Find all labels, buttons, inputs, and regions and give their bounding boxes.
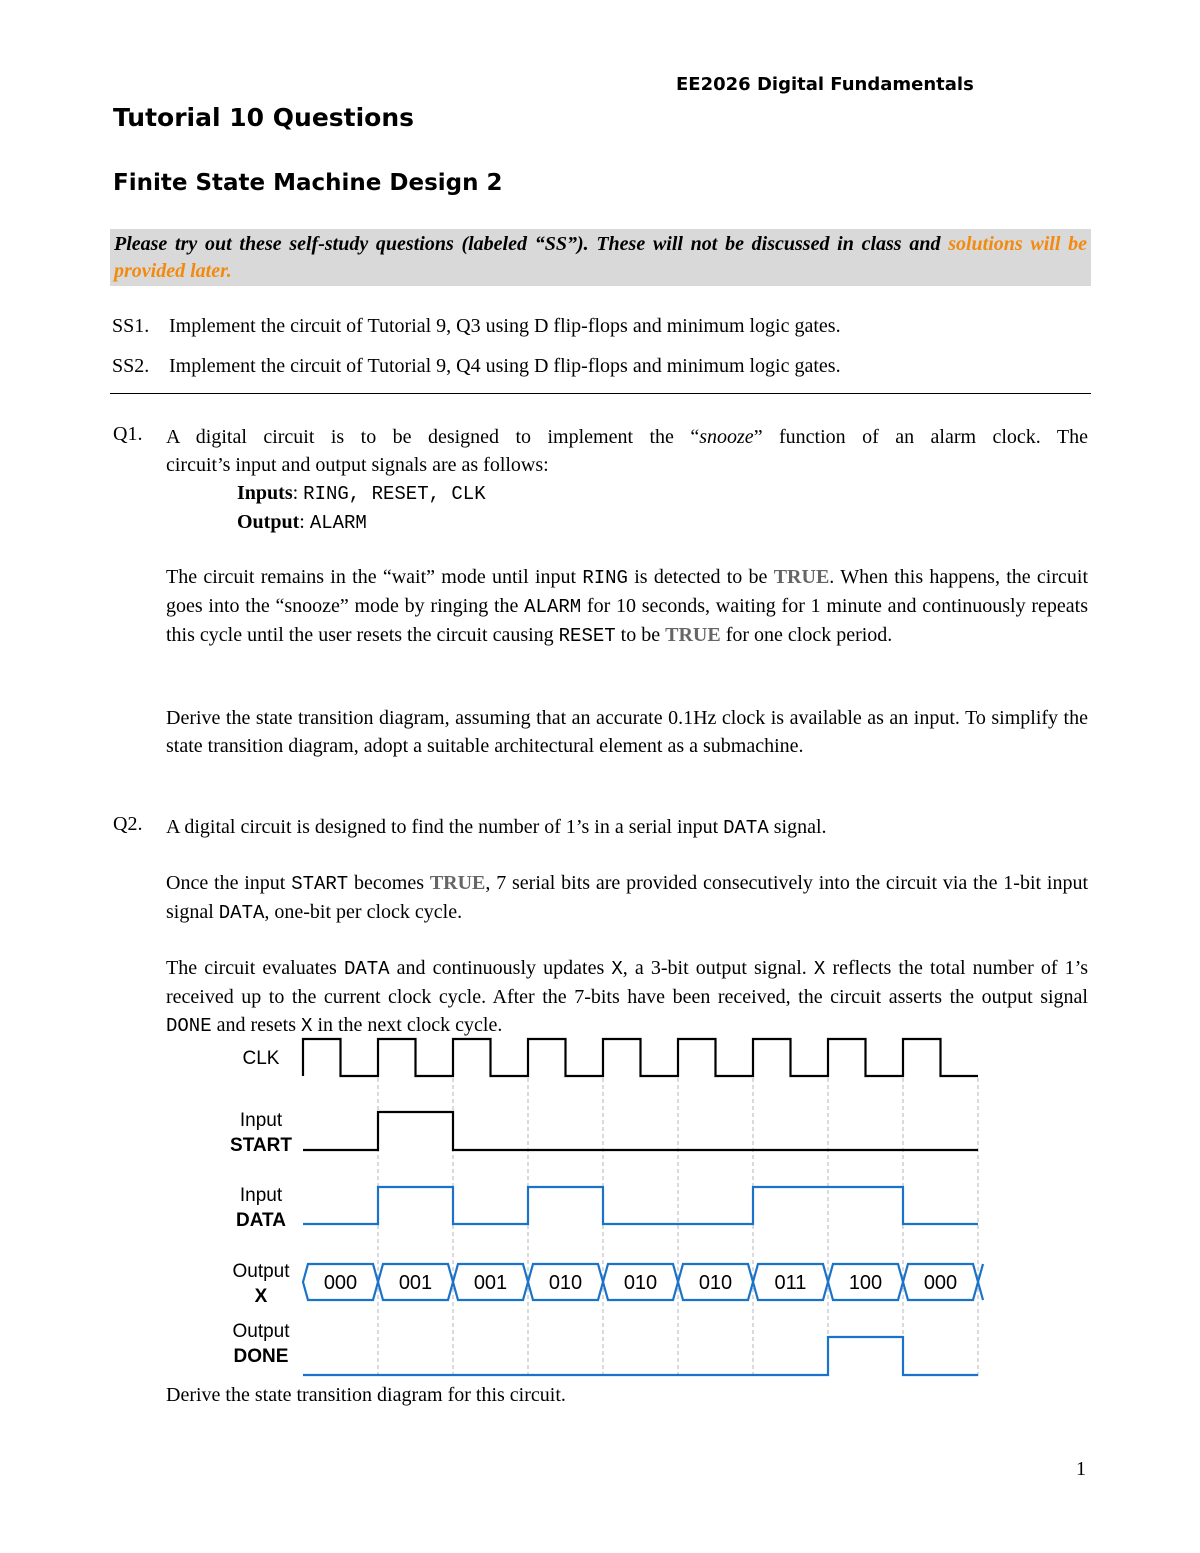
q2-p1-text-a: A digital circuit is designed to find the number of 1’s in a serial input — [166, 816, 724, 838]
q1-intro-c: circuit’s input and output signals are as follows: — [166, 454, 549, 476]
q1-inputs-value: RING, RESET, CLK — [303, 483, 486, 505]
q2-final — [166, 1381, 1088, 1409]
page-number: 1 — [1076, 1458, 1086, 1480]
ss1-text: Implement the circuit of Tutorial 9, Q3 using D flip-flops and minimum logic gates. — [169, 315, 841, 337]
note-solutions-text: solutions will be provided later. — [114, 233, 1088, 282]
q2-data-3: DATA — [343, 958, 390, 980]
q2-p2-text-b: becomes — [348, 872, 430, 894]
bus-value-label: 100 — [848, 1272, 883, 1294]
q2-p3-text-b: and continuously updates — [389, 957, 612, 979]
q2-data-1: DATA — [723, 817, 769, 839]
signal-label-done: DONE — [233, 1346, 289, 1367]
bus-value-label: 000 — [923, 1272, 958, 1294]
q2-label: Q2. — [113, 813, 143, 835]
q2-p2-text-d: , one-bit per clock cycle. — [264, 901, 463, 923]
q2-start: START — [291, 873, 349, 895]
bus-value-label: 010 — [698, 1272, 733, 1294]
signal-label-done-kind: Output — [232, 1321, 290, 1342]
bus-value-label: 011 — [774, 1272, 807, 1294]
signal-label-data-kind: Input — [239, 1185, 283, 1206]
course-header: EE2026 Digital Fundamentals — [676, 74, 974, 95]
q2-p3-text-d: reflects the total number of 1’s received up to the current clock cycle. After the 7-bits have been received, the circuit asserts the output signal — [166, 957, 1088, 1008]
q2-x-2: X — [813, 958, 826, 980]
q1-true-2: TRUE — [665, 624, 721, 646]
ss2-label: SS2. — [112, 355, 150, 377]
q2-p3-text-a: The circuit evaluates — [166, 957, 344, 979]
q2-final-text: Derive the state transition diagram for this circuit. — [166, 1384, 566, 1406]
q1-p1-text-f: for one clock period. — [720, 624, 893, 646]
q2-done: DONE — [166, 1015, 212, 1037]
signal-label-x-kind: Output — [232, 1261, 290, 1282]
q2-p3-text-f: in the next clock cycle. — [312, 1014, 503, 1036]
page-subtitle: Finite State Machine Design 2 — [113, 170, 503, 196]
q2-x-3: X — [301, 1015, 313, 1037]
q2-true: TRUE — [429, 872, 486, 894]
q2-p2-text-a: Once the input — [166, 872, 292, 894]
signal-label-clk: CLK — [242, 1048, 280, 1069]
q2-x-1: X — [611, 958, 623, 980]
signal-label-data: DATA — [236, 1210, 286, 1231]
bus-value-label: 010 — [548, 1272, 583, 1294]
q2-data-2: DATA — [218, 902, 265, 924]
q1-output-label: Output — [237, 511, 300, 533]
q2-p3-text-c: , a 3-bit output signal. — [622, 957, 814, 979]
q1-true-1: TRUE — [773, 566, 830, 588]
bus-value-label: 001 — [398, 1272, 433, 1294]
q1-p1-text-e: to be — [615, 624, 666, 646]
waveform-start — [303, 1112, 978, 1150]
signal-label-start-kind: Input — [239, 1110, 283, 1131]
bus-value-label: 000 — [323, 1272, 358, 1294]
q2-p2-text-c: , 7 serial bits are provided consecutively into the circuit via the 1-bit input signal — [166, 872, 1089, 923]
page-title: Tutorial 10 Questions — [113, 103, 415, 132]
q2-p3-text-e: and resets — [211, 1014, 302, 1036]
q1-p2-text: Derive the state transition diagram, assuming that an accurate 0.1Hz clock is available as an input. To simplify the state transition diagram, adopt a suitable architectural element as a submachine. — [166, 707, 1088, 757]
q1-p1-text-a: The circuit remains in the “wait” mode until input — [166, 566, 583, 588]
signal-label-start: START — [230, 1135, 292, 1156]
note-text: Please try out these self-study questions (labeled “SS”). These will not be discussed in class and — [114, 233, 941, 255]
q1-snooze: snooze — [699, 426, 754, 448]
waveform-clk — [303, 1039, 978, 1076]
bus-value-label: 001 — [473, 1272, 508, 1294]
q1-alarm: ALARM — [524, 596, 582, 618]
q1-p1-text-c: . When this happens, the circuit goes into the “snooze” mode by ringing the — [166, 566, 1089, 617]
waveform-data — [303, 1187, 978, 1224]
q1-ring: RING — [582, 567, 628, 589]
q1-intro-b: ” function of an alarm clock. The — [753, 426, 1088, 448]
q1-body: A digital circuit is to be designed to implement the “snooze” function of an alarm clock. The circuit’s input and output signals are as follows: Inputs: RING, RESET, CLK Output: ALARM — [166, 426, 1088, 534]
q1-p1-text-b: is detected to be — [627, 566, 774, 588]
q1-output-value: ALARM — [309, 512, 367, 534]
q1-reset: RESET — [558, 625, 616, 647]
q1-label: Q1. — [113, 423, 143, 445]
ss1-label: SS1. — [112, 315, 150, 337]
ss2-text: Implement the circuit of Tutorial 9, Q4 using D flip-flops and minimum logic gates. — [169, 355, 841, 377]
q2-p1-text-b: signal. — [768, 816, 827, 838]
waveform-done — [303, 1337, 978, 1375]
bus-value-label: 010 — [623, 1272, 658, 1294]
signal-label-x: X — [254, 1286, 268, 1307]
q1-intro: A digital circuit is to be designed to implement the “ — [166, 426, 700, 448]
bus-end-crossing — [978, 1264, 983, 1300]
q1-p1-text-d: for 10 seconds, waiting for 1 minute and continuously repeats this cycle until the user resets the circuit causing — [166, 595, 1088, 646]
q1-inputs-label: Inputs — [237, 482, 293, 504]
